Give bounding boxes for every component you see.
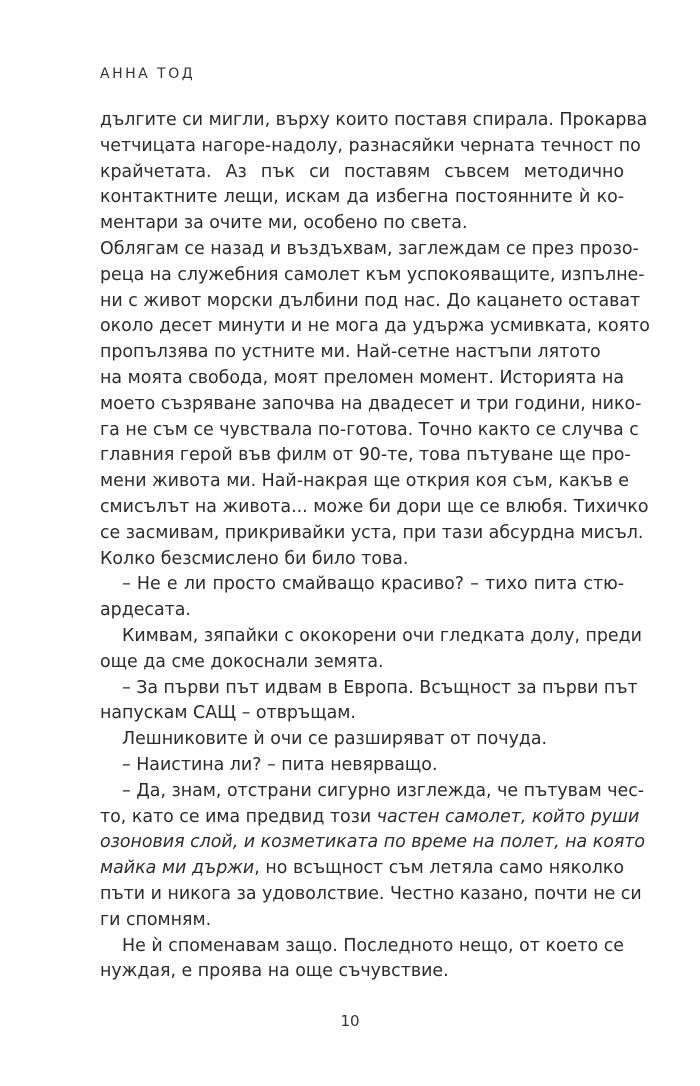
text-segment: около десет минути и не мога да удържа усмивката, която — [100, 316, 650, 337]
text-segment: още да сме докоснали земята. — [100, 651, 384, 672]
text-line — [100, 676, 638, 702]
text-segment: ардесата. — [100, 600, 191, 621]
text-line — [100, 366, 624, 392]
text-line — [100, 908, 624, 934]
body-text — [100, 108, 650, 985]
text-line — [100, 108, 648, 134]
text-line — [100, 443, 631, 469]
text-line — [100, 624, 642, 650]
text-segment: пъти и никога за удоволствие. Честно казано, почти не си — [100, 883, 642, 904]
text-line — [100, 134, 641, 160]
text-line — [100, 753, 624, 779]
text-segment: – Наистина ли? – пита невярващо. — [122, 754, 438, 775]
text-line — [100, 340, 624, 366]
text-line — [100, 934, 624, 960]
text-line — [100, 211, 624, 237]
text-line — [100, 392, 642, 418]
text-segment: – За първи път идвам в Европа. Всъщност за първи път — [122, 677, 638, 698]
text-segment: дългите си мигли, върху които поставя спирала. Прокарва — [100, 110, 648, 130]
text-line — [100, 959, 624, 985]
text-line — [100, 289, 641, 315]
text-segment: – Не е ли просто смайващо красиво? – тихо пита стю- — [122, 574, 624, 595]
text-segment: Облягам се назад и въздъхвам, заглеждам се през прозо- — [100, 238, 639, 259]
italic-text: озоновия слой, и козметиката по време на полет, на която — [100, 832, 646, 853]
running-head: АННА ТОД — [100, 66, 196, 82]
italic-text: майка ми държи — [100, 858, 255, 879]
text-segment: Не ѝ споменавам защо. Последното нещо, от което се — [122, 935, 624, 956]
text-line — [100, 521, 644, 547]
text-line — [100, 779, 645, 805]
text-segment: ментари за очите ми, особено по света. — [100, 213, 468, 234]
text-line — [100, 469, 629, 495]
text-segment: главния герой във филм от 90-те, това пътуване ще про- — [100, 445, 631, 466]
text-line — [100, 185, 624, 211]
text-line — [100, 882, 642, 908]
text-line — [100, 598, 624, 624]
text-segment: контактните лещи, искам да избегна постоянните ѝ ко- — [100, 187, 624, 208]
text-line — [100, 805, 640, 831]
text-segment: пропълзява по устните ми. Най-сетне настъпи лятото — [100, 342, 601, 363]
text-line — [100, 830, 646, 856]
text-segment: на моята свобода, моят преломен момент. Историята на — [100, 367, 624, 388]
text-segment: мени живота ми. Най-накрая ще открия коя съм, какъв е — [100, 471, 629, 492]
text-line — [100, 418, 639, 444]
text-segment: реца на служебния самолет към успокояващите, изпълне- — [100, 264, 645, 285]
italic-text: частен самолет, който руши — [376, 806, 640, 827]
text-line — [100, 701, 624, 727]
text-segment: Лешниковите ѝ очи се разширяват от почуда. — [122, 729, 548, 750]
text-line — [100, 160, 624, 186]
text-segment: га не съм се чувствала по-готова. Точно както се случва с — [100, 419, 639, 440]
text-segment: ги спомням. — [100, 909, 212, 930]
text-segment: смисълът на живота... може би дори ще се влюбя. Тихичко — [100, 496, 649, 517]
text-segment: Кимвам, зяпайки с ококорени очи гледката долу, преди — [122, 625, 642, 646]
text-segment: нуждая, е проява на още съчувствие. — [100, 961, 449, 982]
text-segment: – Да, знам, отстрани сигурно изглежда, че пътувам чес- — [122, 780, 645, 801]
text-line — [100, 572, 624, 598]
text-segment: то, като се има предвид този — [100, 806, 377, 827]
text-segment: моето съзряване започва на двадесет и три години, нико- — [100, 393, 642, 414]
text-line — [100, 856, 624, 882]
text-line — [100, 547, 624, 573]
text-line — [100, 263, 645, 289]
text-segment: ни с живот морски дълбини под нас. До кацането остават — [100, 290, 641, 311]
text-line — [100, 650, 624, 676]
page-number: 10 — [340, 1012, 360, 1030]
text-segment: , но всъщност съм летяла само няколко — [254, 858, 624, 879]
text-line — [100, 314, 650, 340]
text-line — [100, 727, 624, 753]
text-segment: крайчетата. Аз пък си поставям съвсем методично — [100, 161, 624, 182]
text-segment: четчицата нагоре-надолу, разнасяйки черната течност по — [100, 135, 641, 156]
text-segment: Колко безсмислено би било това. — [100, 548, 409, 569]
text-line — [100, 237, 639, 263]
text-segment: се засмивам, прикривайки уста, при тази абсурдна мисъл. — [100, 522, 644, 543]
text-line — [100, 495, 649, 521]
text-segment: напускам САЩ – отвръщам. — [100, 703, 356, 724]
